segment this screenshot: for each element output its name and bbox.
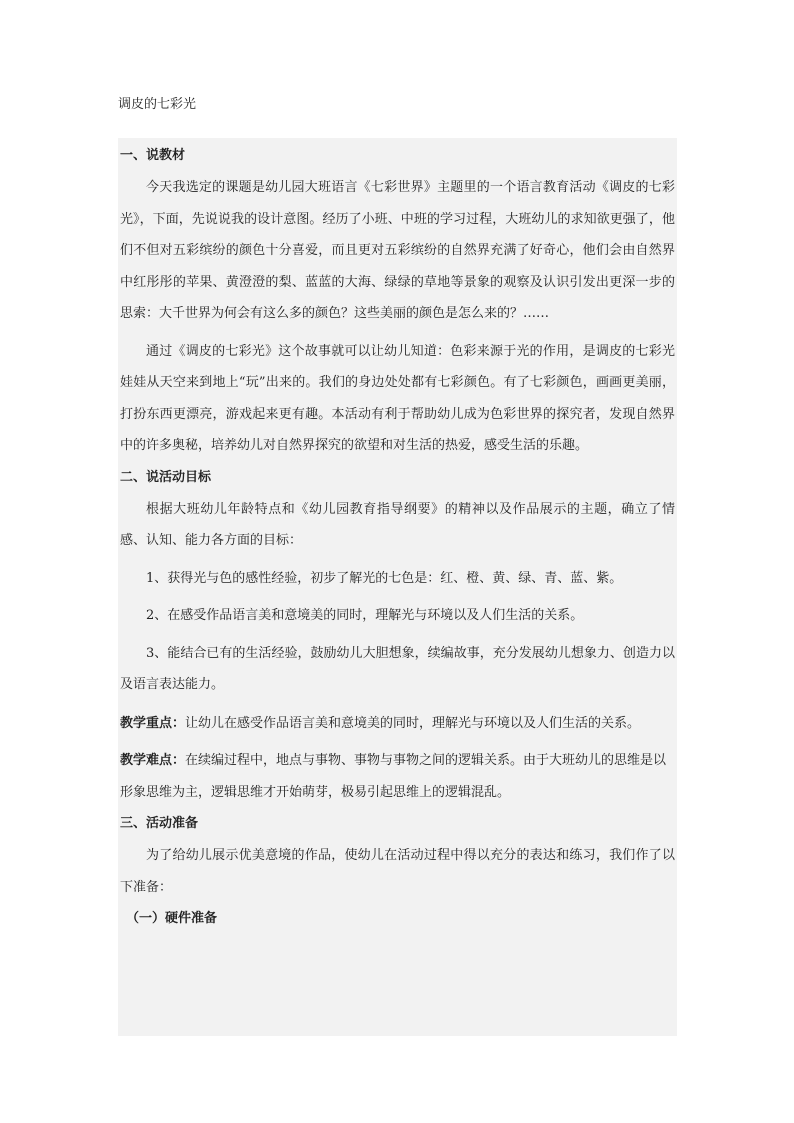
teaching-key-point-text: 让幼儿在感受作品语言美和意境美的同时，理解光与环境以及人们生活的关系。 [185,715,641,731]
document-body [118,138,677,1036]
section-heading-teaching-material: 一、说教材 [120,148,186,163]
teaching-difficulty-label: 教学难点： [120,753,186,768]
teaching-key-point-label: 教学重点： [120,715,186,731]
sub-heading-hardware-preparation: （一）硬件准备 [126,911,218,926]
goal-item-2: 2、在感受作品语言美和意境美的同时，理解光与环境以及人们生活的关系。 [146,608,584,623]
goal-item-3: 3、能结合已有的生活经验，鼓励幼儿大胆想象，续编故事，充分发展幼儿想象力、创造力以及语言表达能力。 [120,645,675,692]
document-title: 调皮的七彩光 [118,97,197,112]
paragraph-preparation-intro: 为了给幼儿展示优美意境的作品，使幼儿在活动过程中得以充分的表达和练习，我们作了以下准备： [120,848,675,895]
teaching-difficulty [120,745,675,808]
paragraph-goals-intro: 根据大班幼儿年龄特点和《幼儿园教育指导纲要》的精神以及作品展示的主题，确立了情感、认知、能力各方面的目标： [120,501,675,548]
teaching-key-point [120,708,675,740]
section-heading-preparation: 三、活动准备 [120,816,199,831]
goal-item-1: 1、获得光与色的感性经验，初步了解光的七色是：红、橙、黄、绿、青、蓝、紫。 [146,570,623,586]
teaching-difficulty-text: 在续编过程中，地点与事物、事物与事物之间的逻辑关系。由于大班幼儿的思维是以形象思维为主，逻辑思维才开始萌芽，极易引起思维上的逻辑混乱。 [120,753,667,800]
paragraph-story-purpose: 通过《调皮的七彩光》这个故事就可以让幼儿知道：色彩来源于光的作用，是调皮的七彩光娃娃从天空来到地上“玩”出来的。我们的身边处处都有七彩颜色。有了七彩颜色，画画更美丽，打扮东西更漂亮，游戏起来更有趣。本活动有利于帮助幼儿成为色彩世界的探究者，发现自然界中的许多奥秘，培养幼儿对自然界探究的欲望和对生活的热爱，感受生活的乐趣。 [120,343,675,453]
section-heading-activity-goals: 二、说活动目标 [120,469,212,485]
paragraph-design-intent: 今天我选定的课题是幼儿园大班语言《七彩世界》主题里的一个语言教育活动《调皮的七彩光》，下面，先说说我的设计意图。经历了小班、中班的学习过程，大班幼儿的求知欲更强了，他们不但对五彩缤纷的颜色十分喜爱，而且更对五彩缤纷的自然界充满了好奇心，他们会由自然界中红彤彤的苹果、黄澄澄的梨、蓝蓝的大海、绿绿的草地等景象的观察及认识引发出更深一步的思索：大千世界为何会有这么多的颜色？这些美丽的颜色是怎么来的？…… [120,180,675,321]
